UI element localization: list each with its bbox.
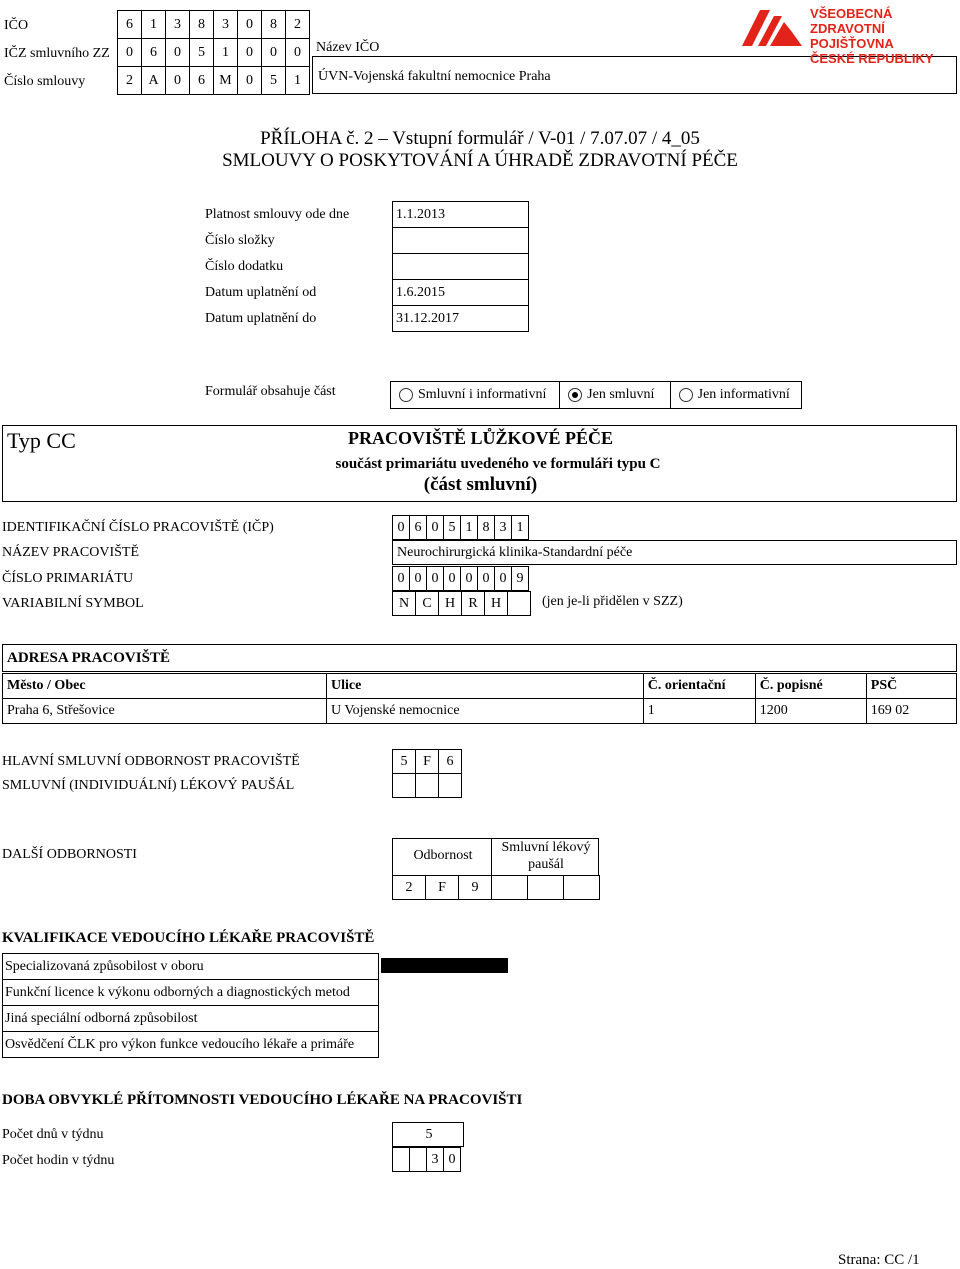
ico-cell: 3 — [213, 10, 238, 39]
name-ico-value: ÚVN-Vojenská fakultní nemocnice Praha — [318, 69, 551, 84]
title-line-2: SMLOUVY O POSKYTOVÁNÍ A ÚHRADĚ ZDRAVOTNÍ PÉČE — [222, 150, 738, 171]
primariat-cell: 0 — [409, 566, 427, 591]
main-specialty-label: HLAVNÍ SMLUVNÍ ODBORNOST PRACOVIŠTĚ — [2, 754, 300, 769]
form-part-option-label: Jen smluvní — [587, 387, 655, 402]
hours-cell: 3 — [426, 1147, 444, 1172]
hours-cells — [392, 1147, 461, 1172]
logo-line-2: ZDRAVOTNÍ POJIŠŤOVNA — [810, 21, 894, 51]
form-part-option[interactable] — [391, 382, 560, 408]
ico-cell: 0 — [237, 10, 262, 39]
contract-cell: 6 — [189, 66, 214, 95]
workplace-name-value: Neurochirurgická klinika-Standardní péče — [397, 545, 633, 560]
days-value: 5 — [425, 1127, 433, 1142]
vzp-logo — [740, 6, 960, 66]
address-value-cell: 1200 — [755, 699, 866, 724]
address-header-cell: Č. popisné — [755, 674, 866, 699]
other-specialty-cells — [392, 875, 492, 900]
drug-lump-cell — [392, 773, 416, 798]
primariat-cell: 0 — [494, 566, 512, 591]
form-part-option[interactable] — [671, 382, 801, 408]
vs-cell — [507, 591, 531, 616]
redacted-block — [381, 958, 508, 973]
main-specialty-cell: 6 — [438, 749, 462, 774]
other-specialties-label: DALŠÍ ODBORNOSTI — [2, 847, 137, 862]
contract-cell: 1 — [285, 66, 310, 95]
icp-cell: 1 — [460, 515, 478, 540]
contract-label: Číslo smlouvy — [4, 74, 86, 89]
page-number: Strana: CC /1 — [838, 1252, 920, 1268]
primariat-cell: 0 — [443, 566, 461, 591]
address-value-cell: 1 — [643, 699, 755, 724]
logo-line-3: ČESKÉ REPUBLIKY — [810, 51, 934, 66]
validity-value-box — [392, 253, 529, 280]
address-header-cell: Ulice — [327, 674, 644, 699]
ico-cell: 6 — [117, 10, 142, 39]
type-label: Typ CC — [7, 428, 76, 453]
primariat-cells — [392, 566, 529, 591]
ico-cell: 2 — [285, 10, 310, 39]
main-specialty-cell: F — [415, 749, 439, 774]
validity-value: 1.6.2015 — [396, 285, 445, 300]
main-specialty-cell: 5 — [392, 749, 416, 774]
other-specialty-cell: 9 — [458, 875, 492, 900]
icp-cell: 6 — [409, 515, 427, 540]
pausal-cell — [563, 875, 600, 900]
ico-cell: 1 — [141, 10, 166, 39]
form-part-option[interactable] — [560, 382, 670, 408]
odbornost-header-text: Odbornost — [413, 848, 473, 863]
address-header-cell: Č. orientační — [643, 674, 755, 699]
address-header-cell: Město / Obec — [3, 674, 327, 699]
address-header-cell: PSČ — [866, 674, 956, 699]
title-line-1: PŘÍLOHA č. 2 – Vstupní formulář / V-01 / 7.07.07 / 4_05 — [260, 128, 700, 149]
workplace-name-label: NÁZEV PRACOVIŠTĚ — [2, 545, 140, 560]
address-value-cell: Praha 6, Střešovice — [3, 699, 327, 724]
vs-label: VARIABILNÍ SYMBOL — [2, 596, 144, 611]
contract-cells — [117, 66, 310, 95]
logo-line-1: VŠEOBECNÁ — [810, 6, 893, 21]
drug-lump-label: SMLUVNÍ (INDIVIDUÁLNÍ) LÉKOVÝ PAUŠÁL — [2, 778, 295, 793]
contract-cell: 2 — [117, 66, 142, 95]
qualification-title: KVALIFIKACE VEDOUCÍHO LÉKAŘE PRACOVIŠTĚ — [2, 930, 375, 946]
icp-cell: 5 — [443, 515, 461, 540]
primariat-cell: 0 — [460, 566, 478, 591]
vs-note: (jen je-li přidělen v SZZ) — [542, 594, 683, 609]
hours-cell: 0 — [443, 1147, 461, 1172]
days-label: Počet dnů v týdnu — [2, 1127, 104, 1142]
qualification-row-label: Funkční licence k výkonu odborných a diagnostických metod — [5, 985, 350, 1000]
ico-zz-cells — [117, 38, 310, 67]
ico-zz-cell: 0 — [117, 38, 142, 67]
qualification-row — [2, 979, 379, 1006]
ico-label: IČO — [4, 18, 29, 33]
icp-cell: 0 — [426, 515, 444, 540]
primariat-cell: 0 — [477, 566, 495, 591]
type-heading: PRACOVIŠTĚ LŮŽKOVÉ PÉČE — [347, 428, 614, 448]
vzp-logo-icon — [740, 6, 804, 50]
validity-value-box — [392, 227, 529, 254]
validity-value: 1.1.2013 — [396, 207, 445, 222]
pausal-header — [491, 838, 599, 876]
presence-title: DOBA OBVYKLÉ PŘÍTOMNOSTI VEDOUCÍHO LÉKAŘE NA PRACOVIŠTI — [2, 1092, 523, 1108]
validity-label: Číslo dodatku — [205, 259, 284, 274]
contract-cell: 5 — [261, 66, 286, 95]
qualification-row-label: Jiná speciální odborná způsobilost — [5, 1011, 198, 1026]
ico-zz-cell: 6 — [141, 38, 166, 67]
ico-zz-cell: 1 — [213, 38, 238, 67]
radio-selected-icon[interactable] — [568, 388, 582, 402]
validity-value: 31.12.2017 — [396, 311, 459, 326]
ico-zz-label: IČZ smluvního ZZ — [4, 46, 110, 61]
ico-zz-cell: 0 — [261, 38, 286, 67]
icp-cell: 1 — [511, 515, 529, 540]
hours-label: Počet hodin v týdnu — [2, 1153, 115, 1168]
icp-cell: 3 — [494, 515, 512, 540]
pausal-cells — [491, 875, 600, 900]
vs-cell: R — [461, 591, 485, 616]
drug-lump-cell — [415, 773, 439, 798]
pausal-cell — [491, 875, 528, 900]
contract-cell: 0 — [237, 66, 262, 95]
validity-label: Datum uplatnění do — [205, 311, 317, 326]
vs-cell: H — [438, 591, 462, 616]
pausal-cell — [527, 875, 564, 900]
type-part: (část smluvní) — [423, 474, 538, 495]
odbornost-header — [392, 838, 492, 876]
radio-empty-icon[interactable] — [679, 388, 693, 402]
ico-cells — [117, 10, 310, 39]
address-value-cell: 169 02 — [866, 699, 956, 724]
name-ico-label: Název IČO — [316, 40, 380, 55]
ico-cell: 8 — [261, 10, 286, 39]
primariat-cell: 0 — [426, 566, 444, 591]
ico-cell: 8 — [189, 10, 214, 39]
qualification-row — [2, 953, 379, 980]
qualification-row — [2, 1005, 379, 1032]
validity-value-box — [392, 305, 529, 332]
main-specialty-cells — [392, 749, 462, 774]
form-part-option-label: Jen informativní — [697, 387, 790, 402]
qualification-row-label: Specializovaná způsobilost v oboru — [5, 959, 204, 974]
radio-empty-icon[interactable] — [399, 388, 413, 402]
primariat-cell: 9 — [511, 566, 529, 591]
other-specialty-cell: 2 — [392, 875, 426, 900]
validity-value-box — [392, 279, 529, 306]
contract-cell: A — [141, 66, 166, 95]
form-part-option-label: Smluvní i informativní — [418, 387, 547, 402]
ico-cell: 3 — [165, 10, 190, 39]
validity-label: Platnost smlouvy ode dne — [205, 207, 350, 222]
icp-cells — [392, 515, 529, 540]
hours-cell — [409, 1147, 427, 1172]
icp-cell: 8 — [477, 515, 495, 540]
validity-value-box — [392, 201, 529, 228]
validity-label: Datum uplatnění od — [205, 285, 317, 300]
type-sub: součást primariátu uvedeného ve formuláři typu C — [335, 456, 661, 472]
hours-cell — [392, 1147, 410, 1172]
address-title-box — [2, 644, 957, 672]
address-table — [2, 673, 957, 724]
drug-lump-cells — [392, 773, 462, 798]
workplace-name-box — [392, 540, 957, 565]
primariat-label: ČÍSLO PRIMARIÁTU — [2, 571, 134, 586]
icp-label: IDENTIFIKAČNÍ ČÍSLO PRACOVIŠTĚ (IČP) — [2, 520, 274, 535]
primariat-cell: 0 — [392, 566, 410, 591]
ico-zz-cell: 0 — [165, 38, 190, 67]
validity-label: Číslo složky — [205, 233, 275, 248]
pausal-header-text: Smluvní lékový paušál — [501, 840, 591, 872]
form-part-label: Formulář obsahuje část — [205, 384, 336, 399]
ico-zz-cell: 0 — [237, 38, 262, 67]
ico-zz-cell: 0 — [285, 38, 310, 67]
other-specialty-cell: F — [425, 875, 459, 900]
qualification-row-label: Osvědčení ČLK pro výkon funkce vedoucího lékaře a primáře — [5, 1037, 355, 1052]
form-part-options — [390, 381, 802, 409]
vs-cell: N — [392, 591, 416, 616]
type-box — [2, 425, 957, 502]
contract-cell: 0 — [165, 66, 190, 95]
days-box — [392, 1122, 464, 1147]
icp-cell: 0 — [392, 515, 410, 540]
vs-cell: H — [484, 591, 508, 616]
address-title: ADRESA PRACOVIŠTĚ — [7, 650, 170, 666]
ico-zz-cell: 5 — [189, 38, 214, 67]
drug-lump-cell — [438, 773, 462, 798]
qualification-row — [2, 1031, 379, 1058]
contract-cell: M — [213, 66, 238, 95]
vs-cells — [392, 591, 531, 616]
address-value-cell: U Vojenské nemocnice — [327, 699, 644, 724]
vs-cell: C — [415, 591, 439, 616]
